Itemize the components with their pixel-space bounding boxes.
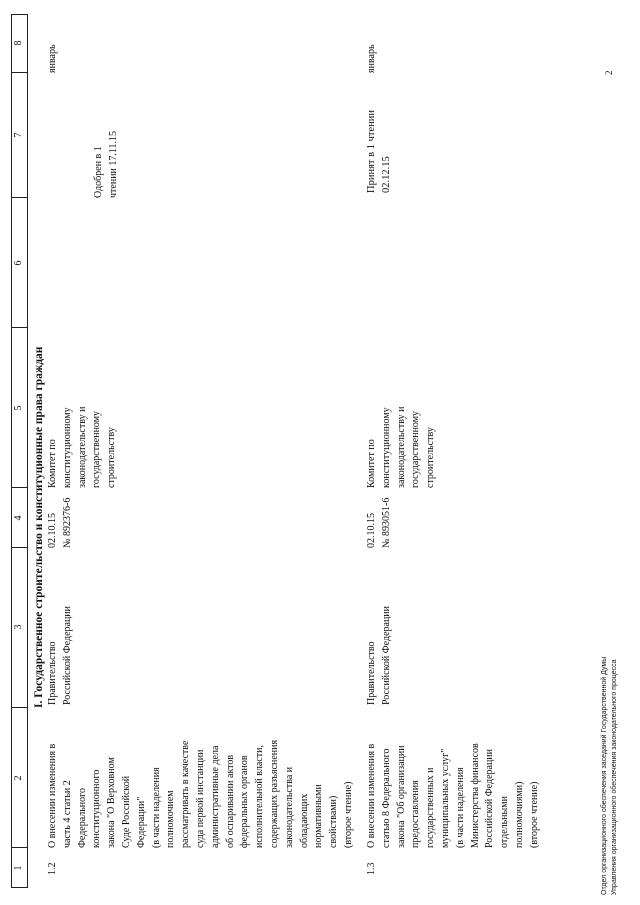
- registration-date: 02.10.15: [366, 513, 377, 548]
- header-col-1: 1: [13, 865, 24, 871]
- row-number: 1.2: [47, 862, 58, 875]
- bill-title-line: законодательства и: [283, 766, 295, 848]
- bill-title-line: суда первой инстанции: [194, 749, 206, 848]
- page-number: 2: [604, 70, 614, 75]
- bill-title-line: конституционного: [91, 769, 103, 848]
- initiator-line: Правительство: [366, 641, 377, 705]
- bill-title: [365, 743, 543, 848]
- header-col-7: 7: [13, 132, 24, 138]
- bill-title-line: государственных и: [425, 767, 437, 848]
- bill-title-line: часть 4 статьи 2: [61, 780, 73, 848]
- initiator-line: Российской Федерации: [61, 605, 73, 705]
- section-title: I. Государственное строительство и конституционные права граждан: [33, 346, 45, 708]
- status-line: Одобрен в 1: [93, 146, 104, 198]
- footer-line: Отдел организационного обеспечения заседаний Государственной Думы: [601, 656, 608, 895]
- header-col-2: 2: [13, 775, 24, 781]
- bill-title-line: (второе чтение): [342, 781, 354, 848]
- footer: [600, 657, 620, 895]
- bill-title-line: Министерства финансов: [469, 743, 481, 848]
- initiator: [365, 606, 395, 705]
- bill-title-line: Российской Федерации: [484, 748, 496, 848]
- bill-title-line: предоставления: [410, 780, 422, 848]
- bill-title-line: отдельными: [499, 796, 511, 848]
- header-col-3: 3: [13, 624, 24, 630]
- committee-line: строительству: [106, 427, 118, 488]
- bill-title-line: полномочиями): [513, 781, 525, 848]
- header-col-4: 4: [13, 515, 24, 521]
- header-col-8: 8: [13, 40, 24, 46]
- bill-title-line: федеральных органов: [239, 755, 251, 848]
- responsible-committee: [46, 407, 120, 488]
- bill-title-line: обладающих: [298, 793, 310, 848]
- bill-title-line: об оспаривании актов: [224, 754, 236, 848]
- header-col-6: 6: [13, 260, 24, 266]
- bill-title-line: О внесении изменения в: [47, 743, 58, 848]
- committee-line: Комитет по: [366, 439, 377, 488]
- bill-title-line: нормативными: [313, 784, 325, 848]
- bill-title-line: (в части наделения: [454, 767, 466, 848]
- status: [92, 131, 122, 198]
- bill-title-line: (в части наделения: [150, 767, 162, 848]
- bill-title-line: Суде Российской: [120, 775, 132, 848]
- bill-title-line: свойствами): [328, 795, 340, 848]
- status: [365, 110, 395, 193]
- registration-date: 02.10.15: [47, 513, 58, 548]
- bill-registration: [46, 498, 76, 548]
- committee-line: конституционному: [380, 407, 392, 488]
- bill-title-line: закона "О Верховном: [106, 757, 118, 848]
- bill-title-line: содержащих разъяснения: [268, 739, 280, 848]
- bill-title-line: закона "Об организации: [395, 745, 407, 848]
- footer-line: Управления организационного обеспечения законодательного процесса: [611, 659, 618, 895]
- committee-line: государственному: [91, 410, 103, 488]
- bill-title-line: статью 8 Федерального: [380, 748, 392, 848]
- initiator: [46, 606, 76, 705]
- initiator-line: Российской Федерации: [380, 605, 392, 705]
- bill-title-line: Федерации": [135, 796, 147, 848]
- bill-title-line: административные дела: [209, 745, 221, 848]
- committee-line: государственному: [410, 410, 422, 488]
- registration-number: № 893051-6: [380, 497, 392, 548]
- row-number: 1.3: [366, 862, 377, 875]
- committee-line: законодательству и: [395, 406, 407, 488]
- responsible-committee: [365, 407, 439, 488]
- bill-title-line: муниципальных услуг": [439, 748, 451, 848]
- registration-number: № 892376-6: [61, 497, 73, 548]
- bill-title: [46, 740, 357, 848]
- planned-month: январь: [47, 44, 58, 73]
- bill-registration: [365, 498, 395, 548]
- bill-title-line: исполнительной власти,: [254, 745, 266, 848]
- bill-title-line: рассматривать в качестве: [180, 740, 192, 848]
- bill-title-line: Федерального: [76, 787, 88, 848]
- bill-title-line: О внесении изменения в: [366, 743, 377, 848]
- committee-line: строительству: [425, 427, 437, 488]
- status-line: чтении 17.11.15: [107, 130, 119, 198]
- committee-line: конституционному: [61, 407, 73, 488]
- bill-title-line: (второе чтение): [528, 781, 540, 848]
- committee-line: законодательству и: [76, 406, 88, 488]
- bill-title-line: полномочием: [165, 790, 177, 848]
- status-line: Принят в 1 чтении: [366, 110, 377, 193]
- planned-month: январь: [366, 44, 377, 73]
- committee-line: Комитет по: [47, 439, 58, 488]
- status-line: 02.12.15: [380, 156, 392, 193]
- header-col-5: 5: [13, 405, 24, 411]
- initiator-line: Правительство: [47, 641, 58, 705]
